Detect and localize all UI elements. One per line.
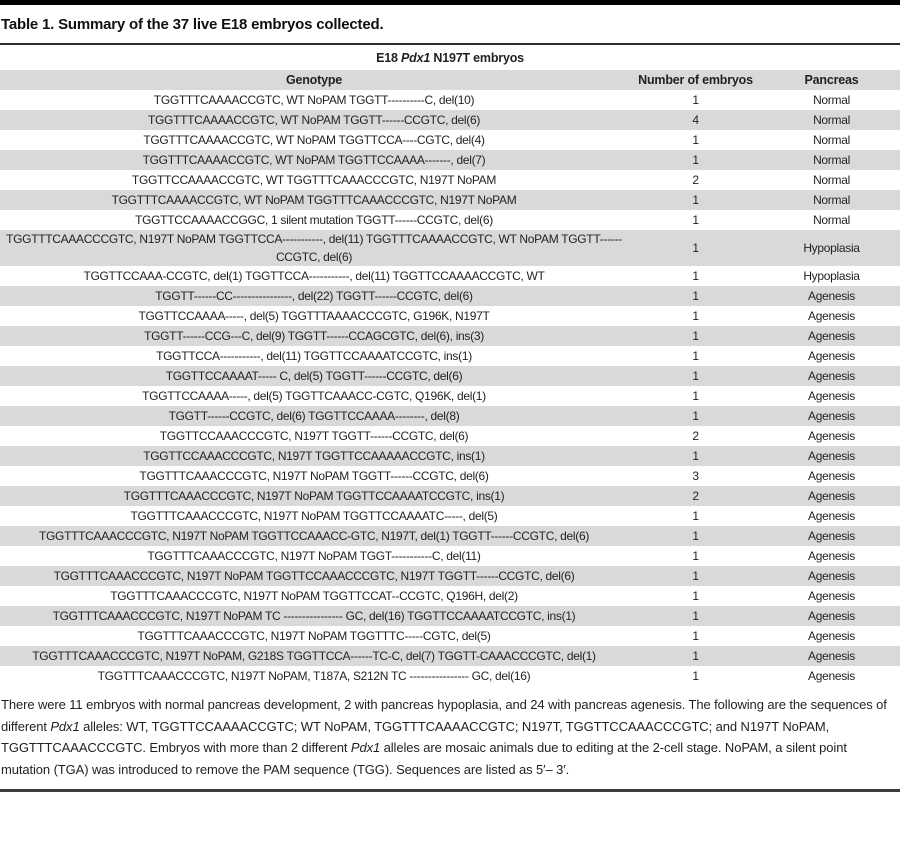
genotype-cell: TGGTTTCAAAACCGTC, WT NoPAM TGGTTTCAAACCCGTC, N197T NoPAM (0, 190, 628, 210)
table-row (0, 386, 900, 406)
genotype-cell: TGGTTCCAAAAT----- C, del(5) TGGTT------CCGTC, del(6) (0, 366, 628, 386)
pancreas-cell: Normal (763, 110, 900, 130)
pancreas-cell: Agenesis (808, 469, 855, 483)
pancreas-cell: Agenesis (808, 549, 855, 563)
genotype-cell: TGGTTTCAAACCCGTC, N197T NoPAM, T187A, S212N TC ---------------- GC, del(16) (97, 669, 531, 683)
genotype-cell: TGGTTCCA-----------, del(11) TGGTTCCAAAATCCGTC, ins(1) (156, 349, 472, 363)
embryo-count-cell: 1 (692, 669, 699, 683)
embryo-count-cell: 1 (628, 190, 763, 210)
genotype-cell: TGGTTCCAAAA-----, del(5) TGGTTCAAACC-CGTC, Q196K, del(1) (142, 389, 486, 403)
gene-name-italic: Pdx1 (401, 51, 431, 65)
embryo-count-cell: 1 (692, 93, 699, 107)
pancreas-cell: Agenesis (763, 486, 900, 506)
embryo-count-cell: 1 (692, 589, 699, 603)
embryo-count-cell: 1 (628, 446, 763, 466)
genotype-cell: TGGTTTCAAACCCGTC, N197T NoPAM TGGTTCCAT--CCGTC, Q196H, del(2) (110, 589, 518, 603)
text-segment: E18 (376, 51, 402, 65)
genotype-cell: TGGTTTCAAACCCGTC, N197T NoPAM, G218S TGGTTCCA------TC-C, del(7) TGGTT-CAAACCCGTC, del(1) (0, 646, 628, 666)
table-row (0, 306, 900, 326)
table-row (0, 266, 900, 286)
genotype-cell: TGGTTCCAAACCCGTC, N197T TGGTTCCAAAAACCGTC, ins(1) (0, 446, 628, 466)
table-row (0, 446, 900, 466)
table-row (0, 526, 900, 546)
genotype-cell: TGGTTTCAAAACCGTC, WT NoPAM TGGTT----------C, del(10) (153, 93, 475, 107)
embryo-count-cell: 1 (628, 230, 763, 266)
table-row (0, 326, 900, 346)
pancreas-cell: Hypoplasia (763, 230, 900, 266)
pancreas-cell: Agenesis (808, 629, 855, 643)
text-segment: N197T embryos (430, 51, 524, 65)
embryo-count-cell: 2 (628, 486, 763, 506)
embryo-count-cell: 1 (628, 566, 763, 586)
genotype-cell: TGGTTTCAAACCCGTC, N197T NoPAM TGGTT------CCGTC, del(6) (139, 469, 489, 483)
genotype-cell: TGGTTCCAAAA-----, del(5) TGGTTTAAAACCCGTC, G196K, N197T (138, 309, 490, 323)
table-row (0, 110, 900, 130)
pancreas-cell: Agenesis (808, 429, 855, 443)
pancreas-cell: Agenesis (808, 509, 855, 523)
genotype-cell: TGGTTCCAAAACCGGC, 1 silent mutation TGGTT------CCGTC, del(6) (135, 213, 493, 227)
embryo-count-cell: 1 (628, 286, 763, 306)
genotype-cell: TGGTTTCAAACCCGTC, N197T NoPAM TGGTTCCAAAATC-----, del(5) (130, 509, 498, 523)
pancreas-cell: Agenesis (763, 566, 900, 586)
embryo-count-cell: 1 (692, 629, 699, 643)
embryo-count-cell: 3 (692, 469, 699, 483)
pancreas-cell: Normal (813, 93, 850, 107)
table-row (0, 646, 900, 666)
table-body (0, 90, 900, 686)
embryo-count-cell: 1 (692, 349, 699, 363)
embryo-count-cell: 1 (692, 269, 699, 283)
genotype-cell: TGGTTCCAAACCCGTC, N197T TGGTT------CCGTC, del(6) (159, 429, 469, 443)
table-row (0, 486, 900, 506)
embryo-count-cell: 1 (692, 389, 699, 403)
pancreas-cell: Normal (813, 173, 850, 187)
embryo-count-cell: 1 (628, 406, 763, 426)
pancreas-cell: Agenesis (808, 589, 855, 603)
table-row (0, 150, 900, 170)
table-row (0, 506, 900, 526)
table-row (0, 366, 900, 386)
genotype-cell: TGGTTTCAAAACCGTC, WT NoPAM TGGTTCCAAAA-------, del(7) (0, 150, 628, 170)
table-row (0, 546, 900, 566)
table-row (0, 230, 900, 266)
table-row (0, 406, 900, 426)
genotype-cell: TGGTTTCAAAACCGTC, WT NoPAM TGGTTCCA----CGTC, del(4) (143, 133, 485, 147)
table-row (0, 210, 900, 230)
pancreas-cell: Normal (763, 190, 900, 210)
embryo-count-cell: 1 (692, 309, 699, 323)
genotype-cell: TGGTTTCAAACCCGTC, N197T NoPAM TGGTTCCAAACCCGTC, N197T TGGTT------CCGTC, del(6) (0, 566, 628, 586)
table-row (0, 666, 900, 686)
embryo-count-cell: 2 (692, 429, 699, 443)
genotype-cell: TGGTTCCAAA-CCGTC, del(1) TGGTTCCA-----------, del(11) TGGTTCCAAAACCGTC, WT (83, 269, 545, 283)
genotype-cell: TGGTTTCAAACCCGTC, N197T NoPAM TC ---------------- GC, del(16) TGGTTCCAAAATCCGTC, ins(1) (0, 606, 628, 626)
pancreas-cell: Agenesis (763, 446, 900, 466)
text-segment: alleles: WT, TGGTTCCAAAACCGTC; WT NoPAM, TGGTTTCAAAACCGTC; N197T, TGGTTCCAAACCCGTC; and N197T NoPAM, TGGTTTCAAACCCGTC. Embryos with more than 2 different (1, 718, 830, 755)
embryo-count-cell: 1 (628, 150, 763, 170)
embryo-count-cell: 1 (692, 549, 699, 563)
table-row (0, 170, 900, 190)
table-row (0, 190, 900, 210)
embryo-count-cell: 1 (628, 326, 763, 346)
genotype-cell: TGGTT------CCGTC, del(6) TGGTTCCAAAA--------, del(8) (0, 406, 628, 426)
embryo-count-cell: 1 (628, 606, 763, 626)
pancreas-cell: Agenesis (808, 669, 855, 683)
genotype-cell: TGGTTTCAAACCCGTC, N197T NoPAM TGGTTCCA-----------, del(11) TGGTTTCAAAACCGTC, WT NoPAM TGGTT------CCGTC, del(6) (0, 230, 628, 266)
table-title: Table 1. Summary of the 37 live E18 embryos collected. (0, 5, 900, 45)
table-row (0, 130, 900, 150)
embryo-count-cell: 2 (692, 173, 699, 187)
table-row (0, 626, 900, 646)
text-segment: alleles are mosaic animals due to editing at the 2-cell stage. NoPAM, a silent point mutation (TGA) was introduced to remove the PAM sequence (TGG). Sequences are listed as 5′– 3′. (1, 740, 847, 777)
table-row (0, 586, 900, 606)
table-subheader (0, 45, 900, 70)
embryo-count-cell: 1 (692, 133, 699, 147)
embryo-count-cell: 1 (628, 366, 763, 386)
embryo-count-cell: 4 (628, 110, 763, 130)
table-row (0, 426, 900, 446)
pancreas-cell: Agenesis (763, 526, 900, 546)
bottom-rule (0, 789, 900, 792)
genotype-cell: TGGTT------CCG---C, del(9) TGGTT------CCAGCGTC, del(6), ins(3) (0, 326, 628, 346)
genotype-cell: TGGTTTCAAACCCGTC, N197T NoPAM TGGTTTC-----CGTC, del(5) (137, 629, 491, 643)
table-row (0, 346, 900, 366)
pancreas-cell: Normal (813, 133, 850, 147)
table-header-row (0, 70, 900, 90)
pancreas-cell: Normal (813, 213, 850, 227)
pancreas-cell: Agenesis (763, 606, 900, 626)
pancreas-cell: Agenesis (763, 406, 900, 426)
gene-name-italic: Pdx1 (50, 718, 80, 734)
table-row (0, 466, 900, 486)
pancreas-cell: Agenesis (763, 646, 900, 666)
pancreas-cell: Agenesis (808, 389, 855, 403)
table-row (0, 606, 900, 626)
pancreas-cell: Hypoplasia (803, 269, 860, 283)
embryo-count-cell: 1 (692, 213, 699, 227)
pancreas-cell: Agenesis (808, 309, 855, 323)
column-header-genotype: Genotype (0, 70, 628, 90)
embryo-count-cell: 1 (628, 646, 763, 666)
table-row (0, 90, 900, 110)
pancreas-cell: Agenesis (808, 349, 855, 363)
pancreas-cell: Agenesis (763, 286, 900, 306)
genotype-cell: TGGTTTCAAAACCGTC, WT NoPAM TGGTT------CCGTC, del(6) (0, 110, 628, 130)
text-segment: There were 11 embryos with normal pancreas development, 2 with pancreas hypoplasia, and 24 with pancreas agenesis. The following are the sequences of different (1, 697, 887, 734)
column-header-number-of-embryos: Number of embryos (628, 70, 763, 90)
gene-name-italic: Pdx1 (350, 740, 381, 755)
pancreas-cell: Agenesis (763, 326, 900, 346)
genotype-cell: TGGTT------CC----------------, del(22) TGGTT------CCGTC, del(6) (0, 286, 628, 306)
pancreas-cell: Agenesis (763, 366, 900, 386)
table-row (0, 286, 900, 306)
genotype-cell: TGGTTTCAAACCCGTC, N197T NoPAM TGGT-----------C, del(11) (147, 549, 481, 563)
embryo-count-cell: 1 (692, 509, 699, 523)
genotype-cell: TGGTTTCAAACCCGTC, N197T NoPAM TGGTTCCAAAATCCGTC, ins(1) (0, 486, 628, 506)
embryo-count-cell: 1 (628, 526, 763, 546)
pancreas-cell: Normal (763, 150, 900, 170)
genotype-cell: TGGTTTCAAACCCGTC, N197T NoPAM TGGTTCCAAACC-GTC, N197T, del(1) TGGTT------CCGTC, del(6) (0, 526, 628, 546)
table-row (0, 566, 900, 586)
column-header-pancreas: Pancreas (763, 70, 900, 90)
embryo-table (0, 70, 900, 686)
genotype-cell: TGGTTCCAAAACCGTC, WT TGGTTTCAAACCCGTC, N197T NoPAM (131, 173, 497, 187)
table-footnote (0, 686, 900, 780)
